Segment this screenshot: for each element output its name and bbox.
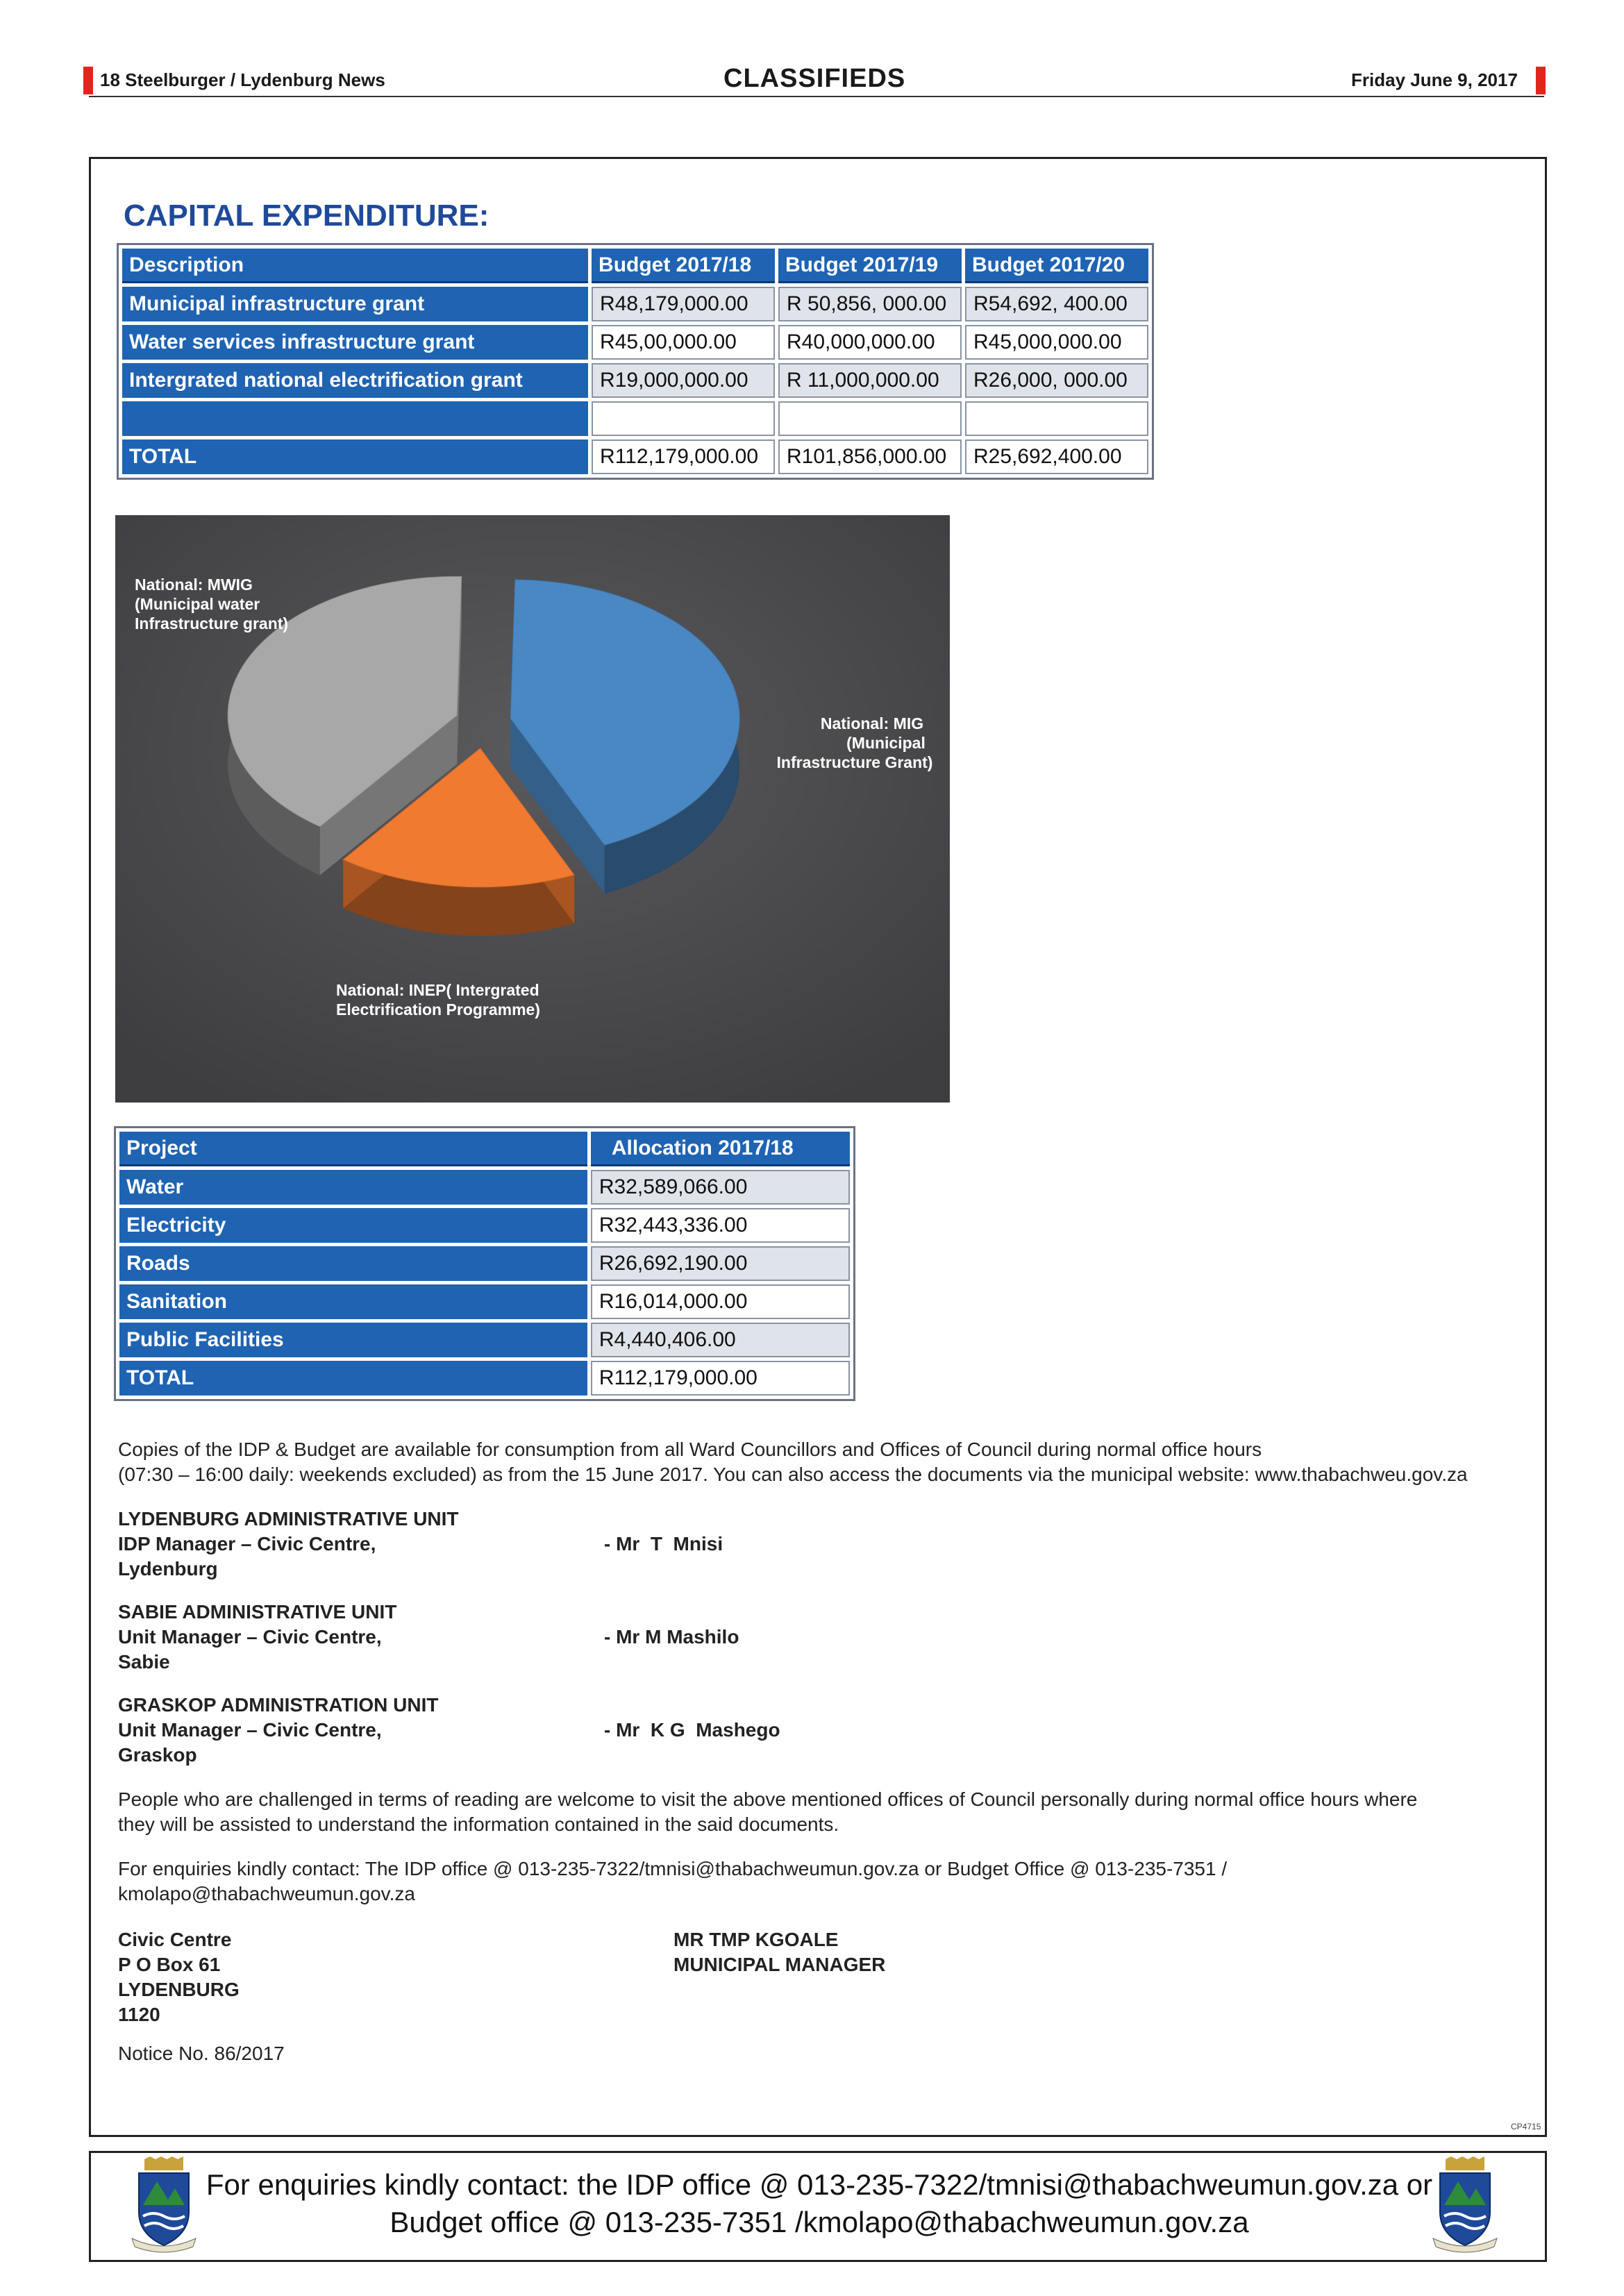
capex-cell: R45,00,000.00 [592,325,775,360]
capex-row-label [122,401,588,436]
footer-line: Budget office @ 013-235-7351 /kmolapo@thabachweumun.gov.za [390,2206,1249,2238]
unit-place: Lydenburg [118,1558,218,1579]
project-name: Roads [119,1246,587,1281]
projects-col-header: Allocation 2017/18 [591,1132,850,1166]
unit-role: Unit Manager – Civic Centre, [118,1719,382,1741]
capex-cell: R 50,856, 000.00 [778,287,962,321]
reading-line: they will be assisted to understand the information contained in the said documents. [118,1813,839,1835]
table-row [122,287,1148,321]
enquiries-line: kmolapo@thabachweumun.gov.za [118,1883,415,1904]
reading-line: People who are challenged in terms of reading are welcome to visit the above mentioned offices of Council personally during normal office hours where [118,1788,1418,1810]
capex-col-header: Budget 2017/18 [592,249,775,283]
capex-cell [592,401,775,436]
projects-col-header: Project [119,1132,587,1166]
signatory-block [673,1927,1160,1977]
capex-cell: R40,000,000.00 [778,325,962,360]
capex-title: CAPITAL EXPENDITURE: [124,199,489,233]
project-allocation: R112,179,000.00 [591,1361,850,1396]
capex-total-cell: R112,179,000.00 [592,439,775,474]
table-row [119,1246,850,1281]
project-name: Sanitation [119,1284,587,1319]
project-allocation: R32,589,066.00 [591,1170,850,1205]
capex-cell: R54,692, 400.00 [965,287,1148,321]
capex-total-row [122,439,1148,474]
header-publication: 18 Steelburger / Lydenburg News [100,69,385,90]
unit-sabie [118,1600,882,1675]
address-block [118,1927,465,2027]
unit-place: Graskop [118,1744,197,1766]
capex-total-cell: R25,692,400.00 [965,439,1148,474]
pie-label-line: (Municipal water [135,595,260,613]
project-name: Public Facilities [119,1323,587,1357]
header-rule [89,96,1544,97]
unit-person: - Mr K G Mashego [604,1719,780,1741]
unit-role: Unit Manager – Civic Centre, [118,1626,382,1648]
capex-row-label: Municipal infrastructure grant [122,287,588,321]
capex-table [117,243,1154,480]
projects-total-row [119,1361,850,1396]
enquiries-line: For enquiries kindly contact: The IDP office @ 013-235-7322/tmnisi@thabachweumun.gov.za or Budget Office @ 013-235-7351 / [118,1858,1228,1879]
projects-table [114,1126,855,1401]
pie-chart [115,515,950,1103]
capex-cell: R45,000,000.00 [965,325,1148,360]
pie-label-line: (Municipal [846,734,926,752]
header-section-title: CLASSIFIEDS [723,64,906,93]
unit-title: LYDENBURG ADMINISTRATIVE UNIT [118,1508,459,1530]
capex-row-label: Intergrated national electrification grant [122,363,588,398]
projects-header-row [119,1132,850,1166]
enquiries-paragraph [118,1857,1534,1907]
capex-cell: R26,000, 000.00 [965,363,1148,398]
address-line: P O Box 61 [118,1954,221,1975]
signatory-title: MUNICIPAL MANAGER [673,1954,886,1975]
signatory-name: MR TMP KGOALE [673,1929,839,1950]
project-allocation: R32,443,336.00 [591,1208,850,1243]
unit-place: Sabie [118,1651,170,1673]
ad-code: CP4715 [1511,2122,1541,2131]
table-row [122,363,1148,398]
copies-line: (07:30 – 16:00 daily: weekends excluded) as from the 15 June 2017. You can also access the documents via the municipal website: www.thabachweu.gov.za [118,1464,1468,1485]
unit-title: GRASKOP ADMINISTRATION UNIT [118,1694,439,1716]
pie-label-line: National: INEP( Intergrated [336,981,539,999]
copies-paragraph [118,1437,1534,1487]
pie-label-line: National: MIG [820,714,924,732]
table-row [119,1170,850,1205]
capex-total-cell: R101,856,000.00 [778,439,962,474]
reading-paragraph [118,1787,1534,1837]
table-row [119,1208,850,1243]
capex-cell: R 11,000,000.00 [778,363,962,398]
capex-col-header: Budget 2017/20 [965,249,1148,283]
unit-person: - Mr M Mashilo [604,1626,739,1648]
capex-row-label: Water services infrastructure grant [122,325,588,360]
project-allocation: R4,440,406.00 [591,1323,850,1357]
address-line: LYDENBURG [118,1979,240,2000]
pie-label-line: Infrastructure Grant) [776,753,933,771]
capex-cell [965,401,1148,436]
project-allocation: R16,014,000.00 [591,1284,850,1319]
unit-person: - Mr T Mnisi [604,1533,723,1555]
header-date: Friday June 9, 2017 [1351,69,1518,90]
capex-cell: R48,179,000.00 [592,287,775,321]
pie-label-line: Infrastructure grant) [135,614,289,632]
address-line: 1120 [118,2004,160,2025]
pie-chart-panel [115,515,950,1103]
unit-graskop [118,1693,882,1768]
project-name: Water [119,1170,587,1205]
table-row [119,1284,850,1319]
footer-line: For enquiries kindly contact: the IDP office @ 013-235-7322/tmnisi@thabachweumun.gov.za or [206,2168,1433,2201]
capex-col-header: Budget 2017/19 [778,249,962,283]
table-row [122,325,1148,360]
capex-cell [778,401,962,436]
capex-total-label: TOTAL [122,439,588,474]
header-left-marker [83,67,93,94]
address-line: Civic Centre [118,1929,232,1950]
capex-header-row [122,249,1148,283]
table-row [119,1323,850,1357]
table-row [122,401,1148,436]
project-name: TOTAL [119,1361,587,1396]
footer-enquiries [139,2166,1500,2241]
pie-label-line: National: MWIG [135,576,253,594]
project-name: Electricity [119,1208,587,1243]
unit-role: IDP Manager – Civic Centre, [118,1533,376,1555]
copies-line: Copies of the IDP & Budget are available for consumption from all Ward Councillors and Offices of Council during normal office hours [118,1439,1262,1460]
pie-label-line: Electrification Programme) [336,1000,540,1019]
project-allocation: R26,692,190.00 [591,1246,850,1281]
notice-number: Notice No. 86/2017 [118,2043,285,2064]
unit-lydenburg [118,1507,882,1582]
unit-title: SABIE ADMINISTRATIVE UNIT [118,1601,397,1623]
capex-cell: R19,000,000.00 [592,363,775,398]
capex-col-header: Description [122,249,588,283]
header-right-marker [1536,67,1546,94]
